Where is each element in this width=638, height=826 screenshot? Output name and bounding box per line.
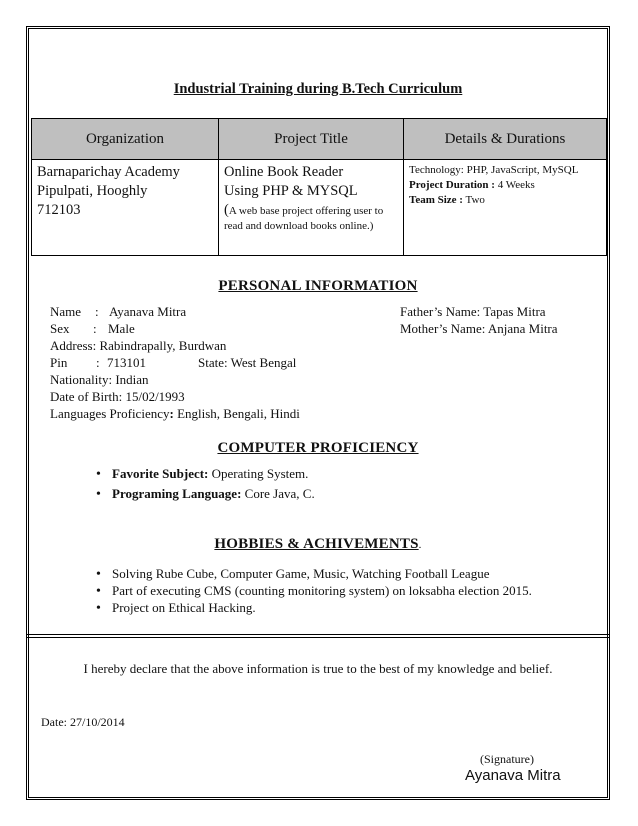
training-table — [31, 118, 607, 256]
details-cell — [404, 160, 607, 256]
training-heading: Industrial Training during B.Tech Curriculum — [173, 81, 463, 97]
name-label: Name — [50, 304, 82, 319]
sex-value: Male — [108, 321, 135, 336]
list-item — [96, 486, 315, 503]
sex-label: Sex — [50, 321, 70, 336]
bullet-icon: • — [96, 601, 101, 616]
list-item — [96, 600, 256, 617]
list-item — [96, 566, 489, 583]
signature-name: Ayanava Mitra — [465, 767, 561, 784]
duration-label: Project Duration : — [409, 179, 495, 191]
bullet-icon: • — [96, 567, 101, 582]
list-item — [96, 466, 308, 483]
mother-name: Mother’s Name: Anjana Mitra — [400, 321, 558, 336]
bullet-icon: • — [96, 467, 101, 482]
languages-colon: : — [169, 406, 174, 421]
pin-value: 713101 — [107, 355, 146, 370]
address-row: Address: Rabindrapally, Burdwan — [50, 338, 227, 353]
duration-value: 4 Weeks — [494, 179, 535, 191]
hobby-text: Project on Ethical Hacking. — [112, 600, 256, 615]
table-header-row — [32, 119, 607, 160]
item-value: Core Java, C. — [241, 486, 315, 501]
duration-line — [409, 178, 601, 193]
project-line: Online Book Reader — [224, 164, 344, 180]
org-line: Pipulpati, Hooghly — [37, 183, 148, 199]
column-header: Organization — [32, 119, 219, 160]
column-header: Details & Durations — [404, 119, 607, 160]
column-header: Project Title — [219, 119, 404, 160]
hobby-text: Solving Rube Cube, Computer Game, Music, Watching Football League — [112, 566, 490, 581]
bullet-icon: • — [96, 584, 101, 599]
list-item — [96, 583, 532, 600]
father-name: Father’s Name: Tapas Mitra — [400, 304, 546, 319]
hobbies-heading: HOBBIES & ACHIVEMENTS — [214, 536, 419, 552]
team-label: Team Size : — [409, 194, 463, 206]
item-value: Operating System. — [208, 466, 309, 481]
name-row — [50, 304, 187, 320]
computer-heading: COMPUTER PROFICIENCY — [217, 440, 419, 456]
sex-sep: : — [93, 321, 97, 336]
table-row — [32, 160, 607, 256]
project-desc-text: A web base project offering user to read and download books online.) — [224, 205, 384, 232]
project-paren: ( — [224, 202, 229, 218]
project-line: Using PHP & MYSQL — [224, 183, 358, 199]
org-line: Barnaparichay Academy — [37, 164, 180, 180]
item-label: Favorite Subject: — [112, 466, 209, 481]
bullet-icon: • — [96, 487, 101, 502]
nationality-row: Nationality: Indian — [50, 372, 149, 387]
name-sep: : — [95, 304, 99, 319]
org-line: 712103 — [37, 202, 81, 218]
project-description — [224, 203, 398, 234]
personal-heading: PERSONAL INFORMATION — [218, 278, 418, 294]
technology-line: Technology: PHP, JavaScript, MySQL — [409, 164, 579, 176]
organization-cell — [32, 160, 219, 256]
signature-label: (Signature) — [480, 752, 534, 766]
name-value: Ayanava Mitra — [109, 304, 187, 319]
languages-row — [50, 406, 300, 422]
state-value: State: West Bengal — [198, 355, 297, 370]
pin-sep: : — [96, 355, 100, 370]
team-line — [409, 193, 601, 208]
dob-row: Date of Birth: 15/02/1993 — [50, 389, 185, 404]
sex-row — [50, 321, 135, 337]
hobby-text: Part of executing CMS (counting monitoring system) on loksabha election 2015. — [112, 583, 532, 598]
declaration-text: I hereby declare that the above information is true to the best of my knowledge and belief. — [83, 661, 553, 676]
item-label: Programing Language: — [112, 486, 242, 501]
hobbies-heading-line — [26, 536, 610, 553]
pin-label: Pin — [50, 355, 68, 370]
team-value: Two — [462, 194, 485, 206]
languages-value: English, Bengali, Hindi — [173, 406, 300, 421]
hobbies-heading-trail: . — [418, 539, 422, 551]
pin-row — [50, 355, 297, 371]
date-line: Date: 27/10/2014 — [41, 715, 125, 729]
project-cell — [219, 160, 404, 256]
languages-label: Languages Proficiency — [50, 406, 170, 421]
section-divider — [26, 634, 610, 638]
